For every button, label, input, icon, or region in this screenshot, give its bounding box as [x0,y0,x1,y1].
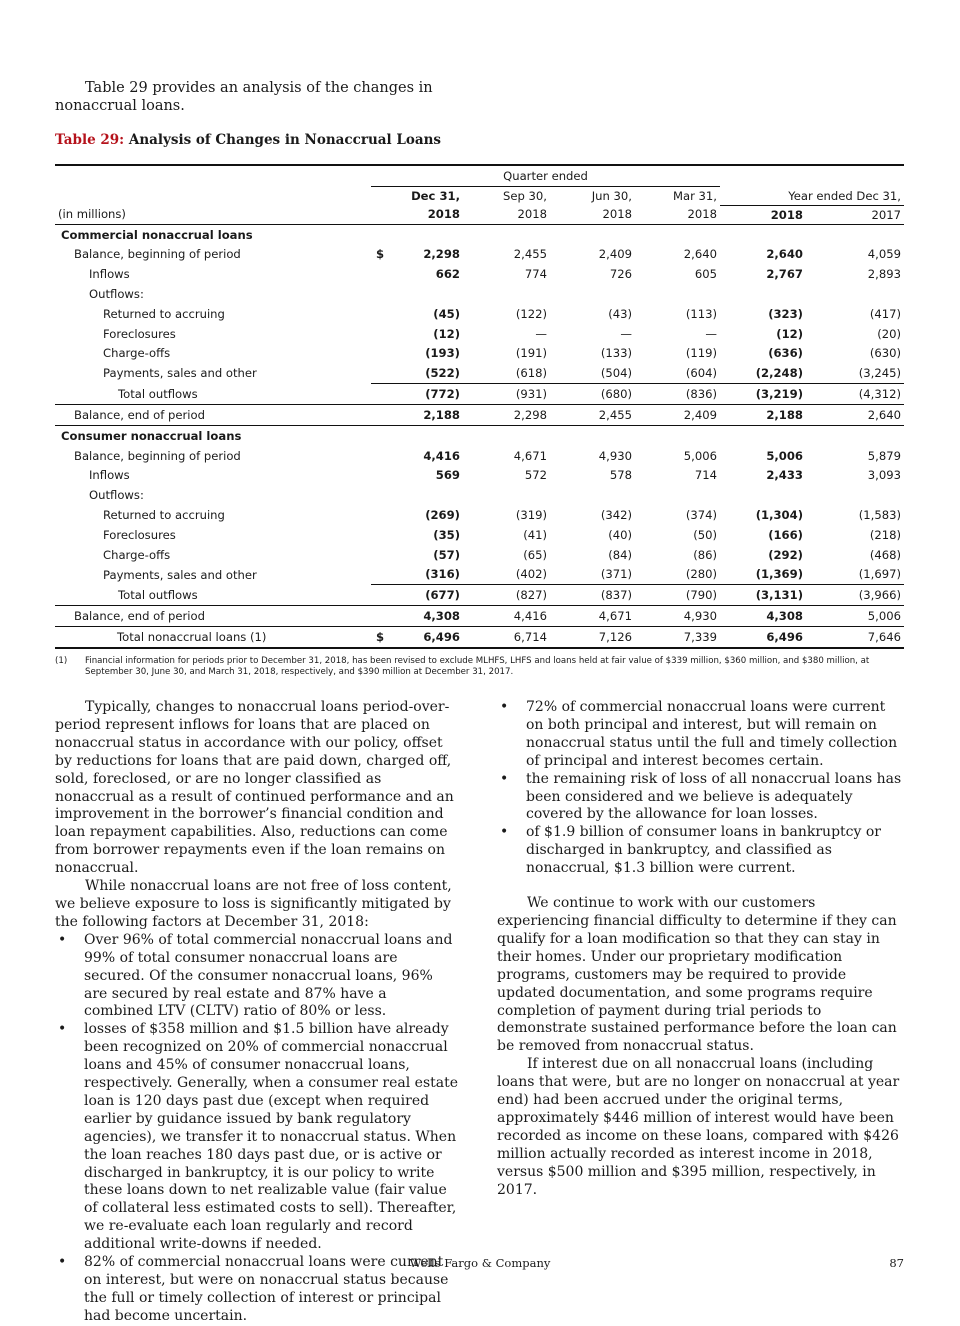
cell-value: (604) [635,363,720,383]
col-year: 2018 [550,205,635,224]
col-header: Jun 30, [591,189,632,203]
cell-value: 4,416 [463,606,550,627]
right-column [497,699,902,1199]
cell-value: (20) [877,326,901,341]
table-name: Analysis of Changes in Nonaccrual Loans [128,132,441,148]
cell-value: (12) [776,326,803,341]
cell-value: 2,188 [720,404,806,425]
table-title [55,132,441,148]
cell-value: 2,188 [371,404,463,425]
cell-value: 3,093 [867,468,901,483]
cell-value [806,485,904,505]
cell-value: — [535,326,547,341]
cell-value: (618) [463,363,550,383]
cell-value: 7,126 [550,626,635,647]
list-item: • losses of $358 million and $1.5 billion have already been recognized on 20% of commercial nonaccrual loans and 45% of consumer nonaccrual loans, respectively. Generally, when a consumer real estate loan is 120 days past due (except when required earlier by guidance issued by bank regulatory agencies), we transfer it to nonaccrual status. When the loan reaches 180 days past due, or is active or discharged in bankruptcy, it is our policy to write these loans down to net realizable value (fair value of collateral less estimated costs to sell). Thereafter, we re-evaluate each loan regularly and record additional write-downs if needed. [58,1021,459,1253]
cell-value: (4,312) [806,384,904,405]
cell-value: (166) [768,527,803,542]
cell-value: (280) [635,564,720,584]
row-label: Inflows [89,468,130,483]
table-row [55,384,904,405]
row-label: Foreclosures [103,326,176,341]
table-row [55,585,904,606]
cell-value: 4,930 [635,606,720,627]
bullet-icon: • [58,931,67,948]
cell-value: 714 [694,468,717,483]
cell-value: 4,671 [550,606,635,627]
cell-value: 662 [435,267,460,282]
cell-value: 5,006 [806,606,904,627]
table-row [55,245,904,265]
cell-value: (269) [425,507,460,522]
row-label: Total outflows [55,384,371,405]
col-year: 2018 [371,205,463,224]
row-label: Total nonaccrual loans (1) [55,626,371,647]
cell-value [371,284,463,304]
cell-value: (40) [608,527,632,542]
cell-value [806,284,904,304]
cell-value: (827) [463,585,550,606]
cell-value: (3,219) [720,384,806,405]
footnote-text: Financial information for periods prior to December 31, 2018, has been revised to exclude MLHFS, LHFS and loans held at fair value of $339 million, $360 million, and $380 million, at September 30, June 30, and March 31, 2018, respectively, and $390 million at December 31, 2017. [85,656,870,677]
cell-value: 4,416 [423,448,460,463]
section-heading: Commercial nonaccrual loans [61,227,253,242]
unit-label: (in millions) [55,205,371,224]
cell-value: (122) [515,306,547,321]
section-heading-row [55,425,904,446]
cell-value: (323) [768,306,803,321]
cell-value: (374) [685,507,717,522]
cell-value: (3,966) [806,585,904,606]
cell-value: 6,714 [463,626,550,647]
body-paragraph: While nonaccrual loans are not free of loss content, we believe exposure to loss is significantly mitigated by the following factors at December 31, 2018: [55,878,452,930]
cell-value: $ 2,298 [376,247,460,262]
cell-value [463,284,550,304]
cell-value: (931) [463,384,550,405]
body-paragraph: We continue to work with our customers experiencing financial difficulty to determine if they can qualify for a loan modification so that they can stay in their homes. Under our proprietary modification programs, customers may be required to provide updated documentation, and some programs require completion of payment during trial periods to demonstrate sustained performance before the loan can be removed from nonaccrual status. [497,895,897,1055]
page-number: 87 [889,1256,904,1270]
cell-value: (43) [608,306,632,321]
table-row [55,363,904,383]
cell-value: 578 [609,468,632,483]
cell-value: 2,640 [766,247,803,262]
cell-value: 572 [524,468,547,483]
list-item: • the remaining risk of loss of all nonaccrual loans has been considered and we believe is adequately covered by the allowance for loan losses. [500,770,902,823]
cell-value: (1,697) [806,564,904,584]
cell-value: (41) [523,527,547,542]
list-item: • 82% of commercial nonaccrual loans were current on interest, but were on nonaccrual status because the full or timely collection of interest or principal had become uncertain. [58,1254,449,1324]
row-label: Balance, beginning of period [74,247,241,262]
cell-value: 2,409 [598,247,632,262]
cell-value: 2,433 [766,468,803,483]
table-number: Table 29: [55,132,125,148]
cell-value: 4,930 [598,448,632,463]
cell-value: 6,496 [720,626,806,647]
table-footnote [55,656,905,678]
bullet-icon: • [500,770,509,787]
row-label: Charge-offs [103,547,171,562]
col-year: 2018 [635,205,720,224]
dollar-sign: $ [376,629,385,644]
cell-value: 4,308 [720,606,806,627]
cell-value: (191) [515,346,547,361]
cell-value: (417) [869,306,901,321]
body-paragraph: Typically, changes to nonaccrual loans period-over-period represent inflows for loans that are placed on nonaccrual status in accordance with our policy, offset by reductions for loans that are paid down, charged off, sold, foreclosed, or are no longer classified as nonaccrual as a result of continued performance and an improvement in the borrower’s financial condition and loan repayment capabilities. Also, reductions can come from borrower repayments even if the loan remains on nonaccrual. [55,699,454,877]
row-label: Outflows: [89,488,144,503]
table-row [55,505,904,525]
list-item: • Over 96% of total commercial nonaccrual loans and 99% of total consumer nonaccrual loans are secured. Of the consumer nonaccrual loans, 96% are secured by real estate and 87% have a combined LTV (CLTV) ratio of 80% or less. [58,931,453,1020]
cell-value: (402) [463,564,550,584]
cell-value: 5,006 [766,448,803,463]
cell-value [635,485,720,505]
table-row [55,264,904,284]
bullet-icon: • [58,1254,67,1271]
cell-value: 2,455 [513,247,547,262]
table-row [55,606,904,627]
cell-value: (12) [433,326,460,341]
cell-value: 5,006 [683,448,717,463]
cell-value [550,284,635,304]
col-header: Dec 31, [411,189,460,203]
cell-value: (113) [685,306,717,321]
cell-value: (522) [371,363,463,383]
cell-value: (65) [523,547,547,562]
row-label: Total outflows [55,585,371,606]
cell-value: (50) [693,527,717,542]
cell-value: — [620,326,632,341]
cell-value: (3,245) [806,363,904,383]
cell-value: (468) [869,547,901,562]
bullet-icon: • [500,699,509,715]
cell-value [371,485,463,505]
table-row [55,284,904,304]
nonaccrual-loans-table [55,160,904,649]
bullet-icon: • [500,824,509,841]
cell-value [720,485,806,505]
cell-value [463,485,550,505]
col-header: Mar 31, [673,189,717,203]
cell-value: 4,671 [513,448,547,463]
cell-value: 605 [694,267,717,282]
table-row [55,324,904,344]
cell-value: — [705,326,717,341]
col-year: 2017 [806,205,904,224]
cell-value: 5,879 [867,448,901,463]
left-column [55,699,460,1326]
row-label: Charge-offs [103,346,171,361]
cell-value: (836) [635,384,720,405]
row-label: Inflows [89,267,130,282]
table-row [55,545,904,565]
total-row [55,626,904,647]
cell-value: 2,767 [766,267,803,282]
cell-value [720,284,806,304]
row-label: Foreclosures [103,527,176,542]
cell-value [550,485,635,505]
cell-value: (342) [600,507,632,522]
table-row [55,446,904,466]
row-label: Outflows: [89,286,144,301]
row-label: Returned to accruing [103,507,225,522]
row-label: Balance, beginning of period [74,448,241,463]
table-row [55,465,904,485]
factor-list-continued [497,699,902,878]
table-row [55,343,904,363]
company-name: Wells Fargo & Company [409,1256,551,1270]
list-item: • of $1.9 billion of consumer loans in bankruptcy or discharged in bankruptcy, and classified as nonaccrual, $1.3 billion were current. [500,824,881,877]
cell-value: (772) [371,384,463,405]
cell-value: 7,646 [806,626,904,647]
body-paragraph: If interest due on all nonaccrual loans (including loans that were, but are no longer on nonaccrual at year end) had been accrued under the original terms, approximately $446 million of interest would have been recorded as income on these loans, compared with $426 million actually recorded as interest income in 2018, versus $500 million and $395 million, respectively, in 2017. [497,1056,900,1198]
cell-value: (86) [693,547,717,562]
cell-value: 4,308 [371,606,463,627]
cell-value: (316) [371,564,463,584]
cell-value [635,284,720,304]
intro-paragraph: Table 29 provides an analysis of the changes in nonaccrual loans. [55,80,433,114]
table-row [55,404,904,425]
cell-value: 4,059 [867,247,901,262]
cell-value: 2,298 [463,404,550,425]
cell-value: (630) [869,346,901,361]
cell-value: (218) [869,527,901,542]
table-row [55,564,904,584]
cell-value: (1,369) [720,564,806,584]
cell-value: (84) [608,547,632,562]
col-header: Sep 30, [503,189,547,203]
cell-value: (193) [425,346,460,361]
section-heading: Consumer nonaccrual loans [61,428,242,443]
cell-value: (504) [550,363,635,383]
cell-value: (3,131) [720,585,806,606]
cell-value: 2,455 [550,404,635,425]
table-row [55,485,904,505]
quarter-ended-header: Quarter ended [371,165,720,187]
row-label: Payments, sales and other [103,366,257,381]
cell-value: 2,893 [867,267,901,282]
cell-value: (133) [600,346,632,361]
dollar-sign: $ [376,247,385,262]
table-row [55,525,904,545]
cell-value: 569 [435,468,460,483]
bullet-icon: • [58,1021,67,1038]
cell-value: 2,409 [635,404,720,425]
cell-value: 726 [609,267,632,282]
year-ended-header: Year ended Dec 31, [720,187,904,206]
row-label: Returned to accruing [103,306,225,321]
footnote-mark: (1) [55,656,68,666]
cell-value: (119) [685,346,717,361]
cell-value: 2,640 [806,404,904,425]
col-year: 2018 [720,205,806,224]
cell-value: (35) [433,527,460,542]
cell-value: 774 [524,267,547,282]
cell-value: (837) [550,585,635,606]
row-label: Balance, end of period [55,606,371,627]
table-row [55,304,904,324]
cell-value: (45) [433,306,460,321]
cell-value: (1,583) [858,507,901,522]
cell-value: (371) [550,564,635,584]
cell-value: (319) [515,507,547,522]
cell-value: $ 6,496 [371,626,463,647]
row-label: Payments, sales and other [103,567,257,582]
list-item: • 72% of commercial nonaccrual loans were current on both principal and interest, but will remain on nonaccrual status until the full and timely collection of principal and interest becomes certain. [500,699,898,769]
cell-value: (680) [550,384,635,405]
cell-value: (790) [635,585,720,606]
cell-value: (2,248) [720,363,806,383]
row-label: Balance, end of period [55,404,371,425]
cell-value: (677) [371,585,463,606]
section-heading-row [55,224,904,245]
cell-value: (57) [433,547,460,562]
cell-value: 2,640 [683,247,717,262]
cell-value: 7,339 [635,626,720,647]
cell-value: (1,304) [755,507,803,522]
cell-value: (292) [768,547,803,562]
col-year: 2018 [463,205,550,224]
cell-value: (636) [768,346,803,361]
